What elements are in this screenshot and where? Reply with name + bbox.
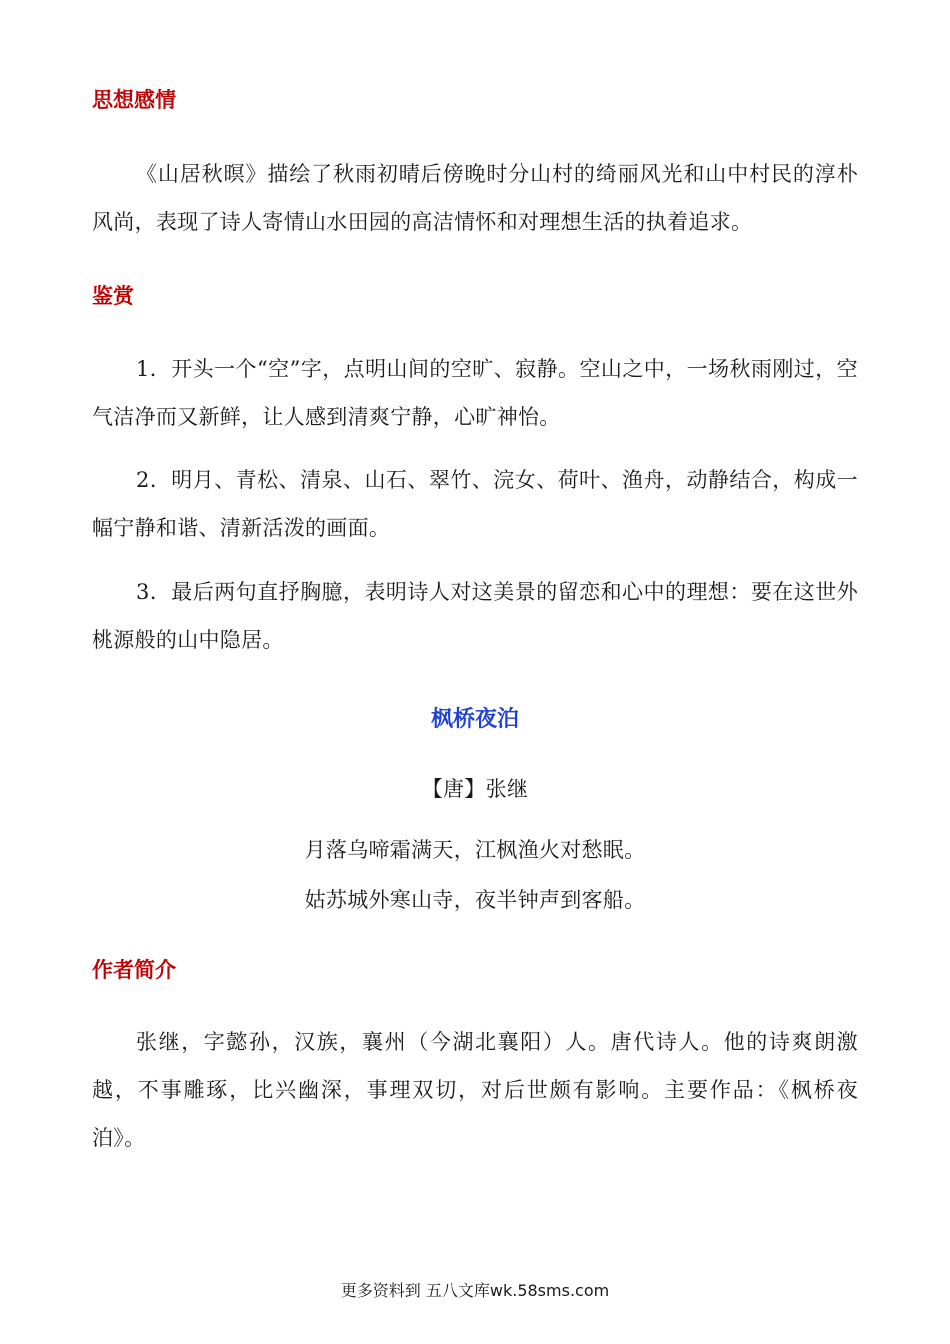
poem-line-2: 姑苏城外寒山寺，夜半钟声到客船。 <box>304 888 646 912</box>
poem-title: 枫桥夜泊 <box>430 707 519 732</box>
footer-link[interactable]: 更多资料到 五八文库wk.58sms.com <box>340 1281 610 1300</box>
heading-author-intro: 作者简介 <box>92 958 176 982</box>
appreciation-point-3: 3．最后两句直抒胸臆，表明诗人对这美景的留恋和心中的理想：要在这世外桃源般的山中隐居。 <box>92 580 858 652</box>
paragraph-thoughts: 《山居秋暝》描绘了秋雨初晴后傍晚时分山村的绮丽风光和山中村民的淳朴风尚，表现了诗人寄情山水田园的高洁情怀和对理想生活的执着追求。 <box>92 162 858 234</box>
heading-appreciation: 鉴赏 <box>92 284 134 308</box>
heading-thoughts: 思想感情 <box>92 88 176 112</box>
appreciation-point-2: 2．明月、青松、清泉、山石、翠竹、浣女、荷叶、渔舟，动静结合，构成一幅宁静和谐、清新活泼的画面。 <box>92 468 858 540</box>
poem-line-1: 月落乌啼霜满天，江枫渔火对愁眠。 <box>304 838 646 862</box>
appreciation-point-1: 1．开头一个“空”字，点明山间的空旷、寂静。空山之中，一场秋雨刚过，空气洁净而又新鲜，让人感到清爽宁静，心旷神怡。 <box>92 357 858 429</box>
paragraph-author-intro: 张继，字懿孙，汉族，襄州（今湖北襄阳）人。唐代诗人。他的诗爽朗激越，不事雕琢，比兴幽深，事理双切，对后世颇有影响。主要作品：《枫桥夜泊》。 <box>92 1030 858 1150</box>
poem-author: 【唐】张继 <box>421 777 529 801</box>
